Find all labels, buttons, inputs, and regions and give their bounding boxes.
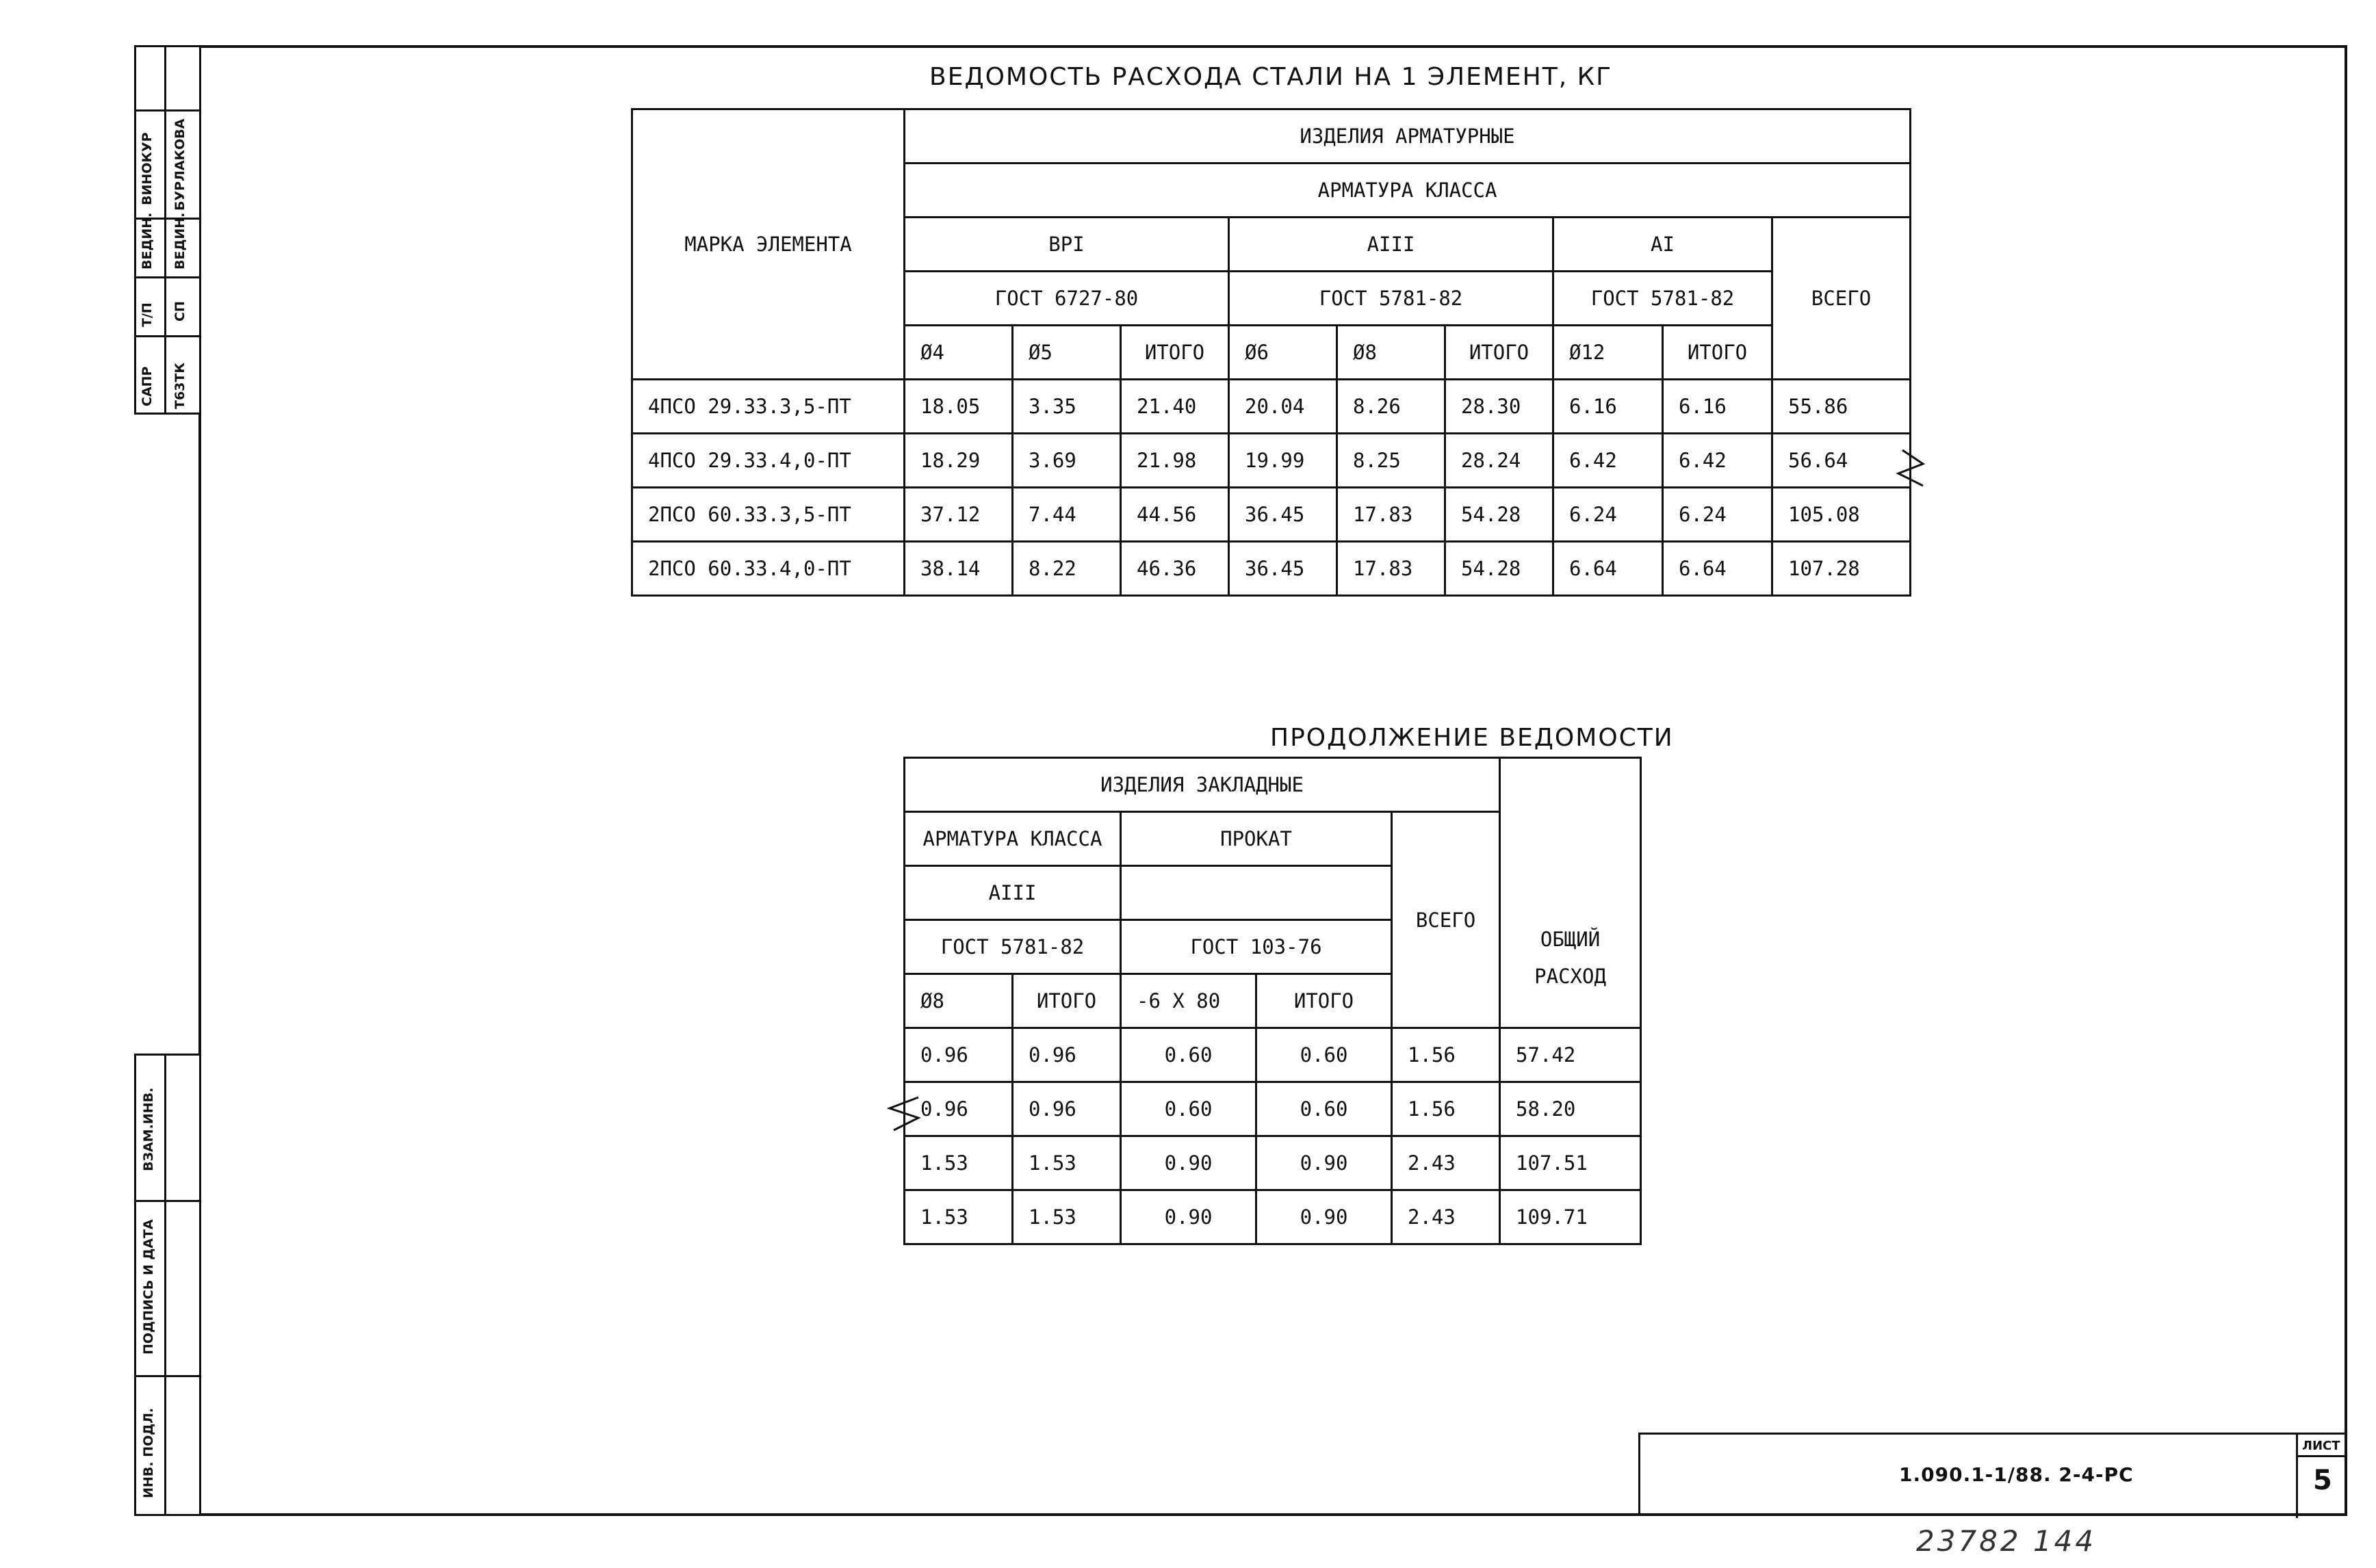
header-class-vr1: ВРI <box>905 218 1229 272</box>
cell: 1.53 <box>905 1190 1013 1244</box>
steel-consumption-table <box>631 108 1911 597</box>
header-itogo-5: ИТОГО <box>1256 974 1392 1028</box>
header-prokat: ПРОКАТ <box>1121 812 1392 866</box>
header-gost-3: ГОСТ 5781-82 <box>1553 272 1772 326</box>
header-itogo-3: ИТОГО <box>1663 326 1772 380</box>
cell: 0.90 <box>1121 1190 1256 1244</box>
stamp-dept-2: СП <box>172 301 188 322</box>
cell-total: 58.20 <box>1500 1082 1641 1136</box>
cell: 1.53 <box>905 1136 1013 1190</box>
cell: 36.45 <box>1229 488 1337 542</box>
archive-number: 23782 144 <box>1916 1524 2097 1558</box>
cell-total: 55.86 <box>1772 380 1911 434</box>
stamp-org-2: Т63ТК <box>172 363 188 409</box>
cell-total: 109.71 <box>1500 1190 1641 1244</box>
label-podpis-data: ПОДПИСЬ И ДАТА <box>141 1219 156 1355</box>
header-itogo-4: ИТОГО <box>1013 974 1121 1028</box>
cell: 28.30 <box>1445 380 1553 434</box>
cell: 8.26 <box>1337 380 1445 434</box>
cell-total: 107.28 <box>1772 542 1911 596</box>
cell: 6.42 <box>1553 434 1663 488</box>
cell: 0.60 <box>1256 1082 1392 1136</box>
row-mark: 4ПСО 29.33.4,0-ПТ <box>632 434 905 488</box>
header-subgroup: АРМАТУРА КЛАССА <box>905 164 1911 218</box>
header-class-a3-2: AIII <box>905 866 1121 920</box>
stamp-role-1: ВЕДИН. <box>140 212 155 270</box>
stamp-org-1: САПР <box>140 366 155 406</box>
stamp-name-1: ВИНОКУР <box>140 132 155 205</box>
cell: 54.28 <box>1445 542 1553 596</box>
cell: 17.83 <box>1337 488 1445 542</box>
table-row <box>632 380 1911 434</box>
table-row <box>905 1190 1641 1244</box>
cell: 0.60 <box>1256 1028 1392 1082</box>
row-mark: 2ПСО 60.33.3,5-ПТ <box>632 488 905 542</box>
stamp-name-2: БУРЛАКОВА <box>172 118 188 211</box>
header-embedded-group: ИЗДЕЛИЯ ЗАКЛАДНЫЕ <box>905 758 1500 812</box>
header-d8: Ø8 <box>1337 326 1445 380</box>
cell-total: 107.51 <box>1500 1136 1641 1190</box>
cell: 6.24 <box>1553 488 1663 542</box>
break-mark-icon <box>1896 447 1937 488</box>
cell: 0.90 <box>1256 1136 1392 1190</box>
cell: 20.04 <box>1229 380 1337 434</box>
row-mark: 2ПСО 60.33.4,0-ПТ <box>632 542 905 596</box>
header-general-2: РАСХОД <box>1534 965 1606 988</box>
cell: 6.64 <box>1663 542 1772 596</box>
header-d6: Ø6 <box>1229 326 1337 380</box>
header-class-a1: AI <box>1553 218 1772 272</box>
cell: 0.96 <box>905 1082 1013 1136</box>
label-vzam-inv: ВЗАМ.ИНВ. <box>141 1087 156 1171</box>
cell: 0.90 <box>1121 1136 1256 1190</box>
header-itogo-1: ИТОГО <box>1121 326 1229 380</box>
table-row <box>632 542 1911 596</box>
table-row <box>632 434 1911 488</box>
cell: 37.12 <box>905 488 1013 542</box>
header-mark: МАРКА ЭЛЕМЕНТА <box>632 109 905 380</box>
header-total: ВСЕГО <box>1772 218 1911 380</box>
stamp-dept-1: Т/П <box>140 302 155 327</box>
cell: 6.64 <box>1553 542 1663 596</box>
cell: 1.53 <box>1013 1190 1121 1244</box>
table-row <box>905 1136 1641 1190</box>
table2-title: ПРОДОЛЖЕНИЕ ВЕДОМОСТИ <box>1270 724 1674 752</box>
cell: 21.98 <box>1121 434 1229 488</box>
cell: 6.16 <box>1663 380 1772 434</box>
cell: 0.90 <box>1256 1190 1392 1244</box>
table-row <box>905 1028 1641 1082</box>
header-d4: Ø4 <box>905 326 1013 380</box>
sheet-label: ЛИСТ <box>2302 1439 2340 1453</box>
cell: 6.24 <box>1663 488 1772 542</box>
cell: 0.96 <box>1013 1082 1121 1136</box>
cell: 54.28 <box>1445 488 1553 542</box>
cell: 0.60 <box>1121 1028 1256 1082</box>
cell: 0.60 <box>1121 1082 1256 1136</box>
header-class-a3: AIII <box>1229 218 1553 272</box>
header-itogo-2: ИТОГО <box>1445 326 1553 380</box>
header-prokat-empty <box>1121 866 1392 920</box>
header-group: ИЗДЕЛИЯ АРМАТУРНЫЕ <box>905 109 1911 164</box>
cell: 6.42 <box>1663 434 1772 488</box>
header-gost-1: ГОСТ 6727-80 <box>905 272 1229 326</box>
cell: 2.43 <box>1392 1136 1500 1190</box>
header-d5: Ø5 <box>1013 326 1121 380</box>
cell: 28.24 <box>1445 434 1553 488</box>
cell: 8.25 <box>1337 434 1445 488</box>
header-arm-class: АРМАТУРА КЛАССА <box>905 812 1121 866</box>
header-strip: -6 Х 80 <box>1121 974 1256 1028</box>
cell-total: 57.42 <box>1500 1028 1641 1082</box>
stamp-role-2: ВЕДИН. <box>172 212 188 270</box>
table-row <box>632 488 1911 542</box>
cell-total: 56.64 <box>1772 434 1911 488</box>
cell-total: 105.08 <box>1772 488 1911 542</box>
header-d12: Ø12 <box>1553 326 1663 380</box>
cell: 17.83 <box>1337 542 1445 596</box>
title-block <box>1638 1433 2347 1516</box>
cell: 6.16 <box>1553 380 1663 434</box>
header-gost-2: ГОСТ 5781-82 <box>1229 272 1553 326</box>
cell: 1.56 <box>1392 1028 1500 1082</box>
table-row <box>905 1082 1641 1136</box>
cell: 18.29 <box>905 434 1013 488</box>
cell: 18.05 <box>905 380 1013 434</box>
cell: 38.14 <box>905 542 1013 596</box>
row-mark: 4ПСО 29.33.3,5-ПТ <box>632 380 905 434</box>
header-general-1: ОБЩИЙ <box>1540 928 1601 951</box>
header-total2: ВСЕГО <box>1392 812 1500 1028</box>
cell: 2.43 <box>1392 1190 1500 1244</box>
cell: 3.35 <box>1013 380 1121 434</box>
cell: 8.22 <box>1013 542 1121 596</box>
cell: 46.36 <box>1121 542 1229 596</box>
cell: 1.56 <box>1392 1082 1500 1136</box>
cell: 19.99 <box>1229 434 1337 488</box>
header-gost-103: ГОСТ 103-76 <box>1121 920 1392 974</box>
document-code: 1.090.1-1/88. 2-4-РС <box>1899 1463 2134 1486</box>
header-gost-5781: ГОСТ 5781-82 <box>905 920 1121 974</box>
cell: 3.69 <box>1013 434 1121 488</box>
sheet-number: 5 <box>2313 1465 2332 1496</box>
cell: 0.96 <box>905 1028 1013 1082</box>
cell: 7.44 <box>1013 488 1121 542</box>
cell: 0.96 <box>1013 1028 1121 1082</box>
steel-consumption-continuation-table <box>903 757 1642 1245</box>
sheet-number-box <box>2296 1435 2347 1518</box>
cell: 44.56 <box>1121 488 1229 542</box>
cell: 1.53 <box>1013 1136 1121 1190</box>
cell: 21.40 <box>1121 380 1229 434</box>
header-d8-2: Ø8 <box>905 974 1013 1028</box>
cell: 36.45 <box>1229 542 1337 596</box>
table1-title: ВЕДОМОСТЬ РАСХОДА СТАЛИ НА 1 ЭЛЕМЕНТ, КГ <box>929 63 1613 91</box>
label-inv-podl: ИНВ. ПОДЛ. <box>141 1407 156 1498</box>
header-general <box>1500 758 1641 1028</box>
